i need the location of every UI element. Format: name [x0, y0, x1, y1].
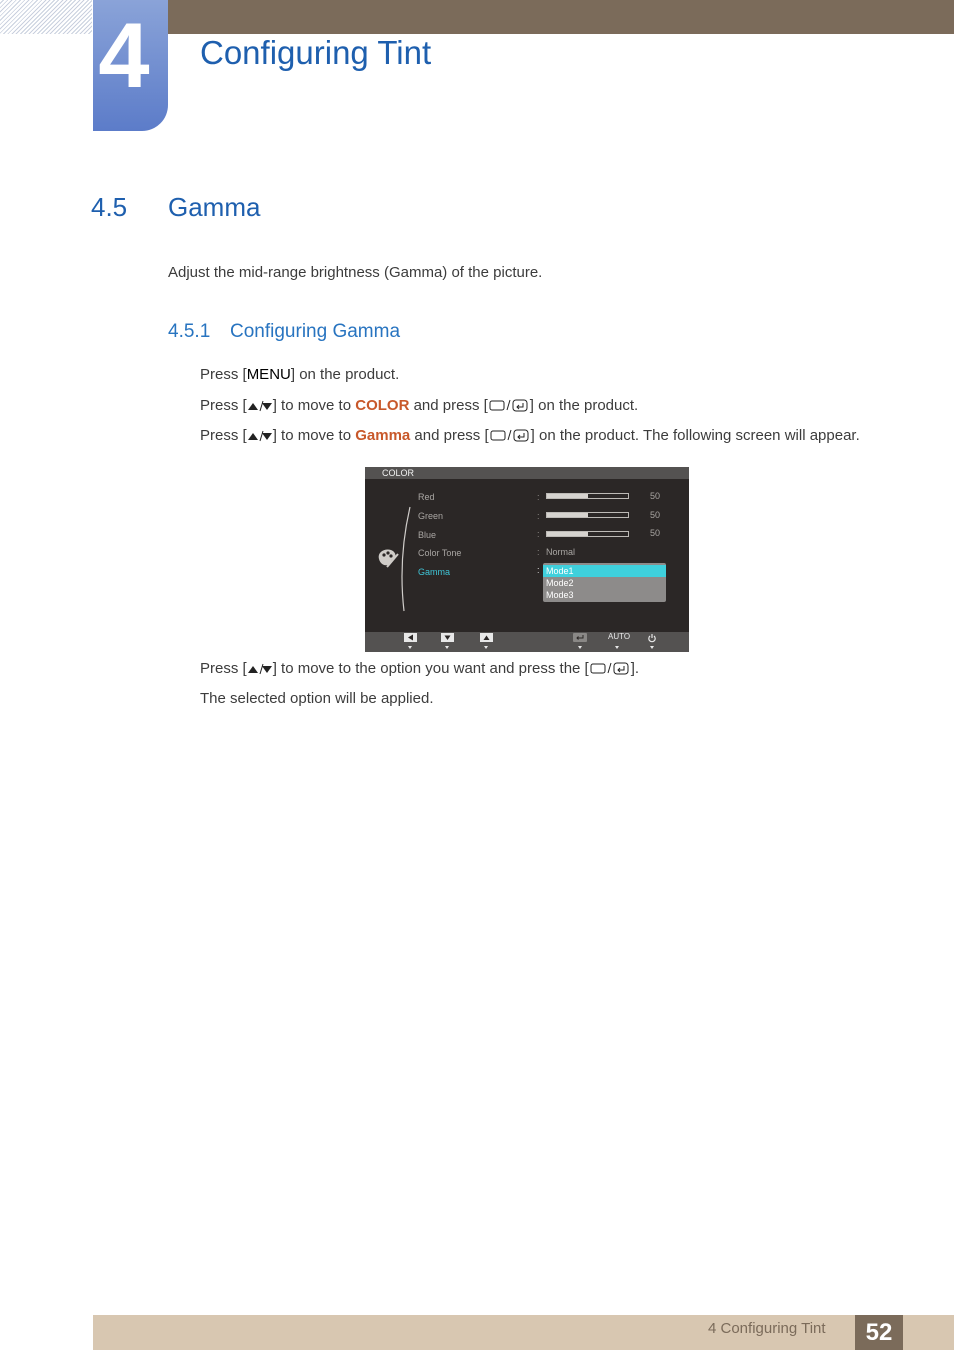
- step-text: ] to move to: [272, 427, 356, 444]
- enter-button-icon[interactable]: [573, 633, 587, 642]
- step-text: Press [: [200, 427, 247, 444]
- section-number: 4.5: [91, 192, 128, 222]
- up-down-arrow-icon: [247, 430, 273, 442]
- step-text: ] to move to the option you want and press the [: [272, 660, 589, 677]
- palette-icon: [376, 546, 400, 570]
- osd-item-color-tone: Color Tone: [418, 548, 462, 558]
- red-level-fill: [547, 494, 588, 498]
- step-3: [200, 427, 860, 444]
- green-value: 50: [650, 510, 661, 520]
- footer-pointer: [408, 646, 412, 649]
- menu-key-label: MENU: [246, 366, 291, 383]
- section-title: Gamma: [168, 192, 261, 222]
- step-text: ] on the product.: [529, 397, 639, 414]
- enter-button-icon: [488, 398, 530, 412]
- red-level-bar: [546, 493, 629, 499]
- down-button-icon[interactable]: [441, 633, 454, 642]
- osd-colon: :: [537, 492, 540, 502]
- osd-header-title: COLOR: [382, 468, 415, 478]
- chapter-title: Configuring Tint: [200, 34, 432, 71]
- footer-pointer: [615, 646, 619, 649]
- up-down-arrow-icon: [247, 400, 273, 412]
- green-level-bar: [546, 512, 629, 518]
- osd-item-gamma: Gamma: [418, 567, 451, 577]
- step-2: [200, 397, 638, 414]
- up-down-arrow-icon: [247, 663, 273, 675]
- step-text: and press [: [410, 427, 489, 444]
- enter-button-icon: [489, 428, 531, 442]
- footer-pointer: [445, 646, 449, 649]
- keyword-gamma: Gamma: [355, 427, 411, 444]
- blue-level-bar: [546, 531, 629, 537]
- auto-button-label[interactable]: AUTO: [608, 632, 631, 641]
- up-button-icon[interactable]: [480, 633, 493, 642]
- blue-level-fill: [547, 532, 588, 536]
- step-text: ] to move to: [272, 397, 356, 414]
- section-intro: Adjust the mid-range brightness (Gamma) of the picture.: [168, 264, 543, 281]
- step-text: Press [: [200, 660, 247, 677]
- header-band: [168, 0, 954, 34]
- osd-header: [365, 467, 689, 479]
- osd-item-blue: Blue: [418, 530, 437, 540]
- step-text: ] on the product. The following screen will appear.: [530, 427, 860, 444]
- gamma-option-mode3[interactable]: Mode3: [546, 590, 574, 600]
- enter-button-icon: [589, 661, 631, 675]
- chapter-number: 4: [98, 5, 148, 107]
- osd-colon: :: [537, 547, 540, 557]
- left-button-icon[interactable]: [404, 633, 417, 642]
- step-5: The selected option will be applied.: [200, 690, 434, 707]
- step-text: Press [: [200, 366, 247, 383]
- step-text: and press [: [409, 397, 488, 414]
- page-number: 52: [855, 1315, 903, 1350]
- footer-pointer: [650, 646, 654, 649]
- subsection-title: Configuring Gamma: [230, 321, 401, 342]
- color-tone-value: Normal: [546, 547, 576, 557]
- footer-chapter-title: 4 Configuring Tint: [708, 1320, 826, 1337]
- step-text: Press [: [200, 397, 247, 414]
- gamma-dropdown[interactable]: [543, 563, 666, 602]
- footer-pointer: [578, 646, 582, 649]
- step-1: [200, 366, 399, 383]
- osd-colon: :: [537, 565, 540, 575]
- chapter-number-tab: [93, 0, 168, 131]
- corner-hatch-decoration: [0, 0, 92, 34]
- step-text: ].: [630, 660, 640, 677]
- osd-arc-decoration: [398, 505, 414, 613]
- blue-value: 50: [650, 528, 661, 538]
- green-level-fill: [547, 513, 588, 517]
- keyword-color: COLOR: [355, 397, 410, 414]
- osd-item-red: Red: [418, 492, 435, 502]
- footer-pointer: [484, 646, 488, 649]
- osd-item-green: Green: [418, 511, 444, 521]
- osd-colon: :: [537, 529, 540, 539]
- subsection-number: 4.5.1: [168, 321, 211, 342]
- red-value: 50: [650, 491, 661, 501]
- gamma-option-mode1[interactable]: Mode1: [543, 565, 666, 577]
- power-button-icon[interactable]: [647, 633, 657, 643]
- step-4: [200, 660, 639, 677]
- gamma-option-mode2[interactable]: Mode2: [546, 578, 574, 588]
- step-text: ] on the product.: [290, 366, 400, 383]
- osd-colon: :: [537, 511, 540, 521]
